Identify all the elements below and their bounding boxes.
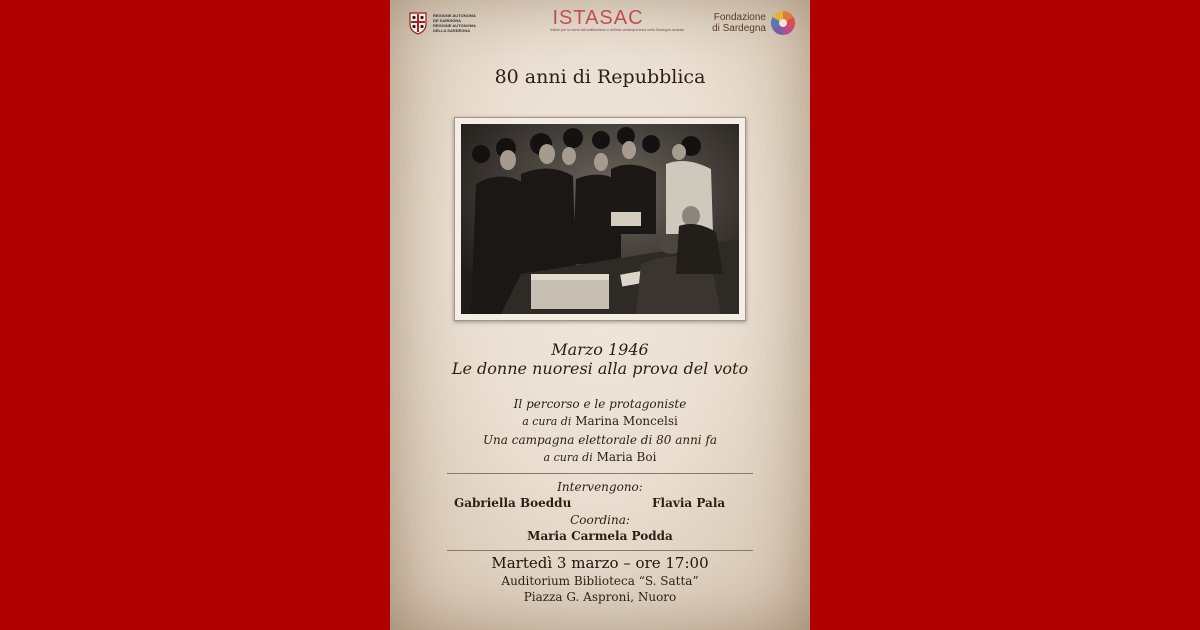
talk-1-prefix: a cura di xyxy=(522,415,572,428)
speakers-label: Intervengono: xyxy=(557,480,643,494)
event-location xyxy=(390,573,810,605)
talk-1-topic: Il percorso e le protagoniste xyxy=(513,397,687,411)
talk-2-topic: Una campagna elettorale di 80 anni fa xyxy=(482,433,718,447)
speaker-left: Gabriella Boeddu xyxy=(454,496,572,510)
divider-top xyxy=(447,473,753,474)
speaker-right: Flavia Pala xyxy=(652,496,726,510)
sardinia-crest-icon xyxy=(408,11,428,35)
historic-photo-frame xyxy=(454,117,746,321)
region-name-text: REGIONE AUTONOMA DE SARDIGNA REGIONE AUTONOMA DELLA SARDEGNA xyxy=(433,13,476,33)
divider-bottom xyxy=(447,550,753,551)
page-title: 80 anni di Repubblica xyxy=(494,66,706,88)
event-address: Piazza G. Asproni, Nuoro xyxy=(523,590,677,604)
istasac-subtitle: Istituto per la storia dell'antifascismo e dell'età contemporanea nella Sardegna centrale xyxy=(550,28,685,32)
talk-2-curator: Maria Boi xyxy=(596,450,657,464)
regione-sardegna-logo xyxy=(408,8,485,38)
fondazione-text: Fondazione di Sardegna xyxy=(712,12,766,34)
moderator-name: Maria Carmela Podda xyxy=(527,529,673,543)
subtitle-date: Marzo 1946 xyxy=(551,340,649,359)
event-date: Martedì 3 marzo – ore 17:00 xyxy=(491,554,709,572)
istasac-logo xyxy=(550,7,685,33)
event-poster xyxy=(390,0,810,630)
event-venue: Auditorium Biblioteca “S. Satta” xyxy=(501,574,699,588)
subtitle-topic: Le donne nuoresi alla prova del voto xyxy=(451,359,749,378)
event-subtitle xyxy=(390,340,810,378)
istasac-wordmark: ISTASAC xyxy=(552,7,644,29)
talk-2-prefix: a cura di xyxy=(543,451,593,464)
talk-1 xyxy=(390,396,810,430)
talk-1-curator: Marina Moncelsi xyxy=(575,414,678,428)
talk-2 xyxy=(390,432,810,466)
fondazione-sardegna-logo xyxy=(712,10,796,36)
fondazione-wheel-icon xyxy=(770,10,796,36)
women-voting-photo xyxy=(461,124,739,314)
moderator-label: Coordina: xyxy=(570,513,630,527)
